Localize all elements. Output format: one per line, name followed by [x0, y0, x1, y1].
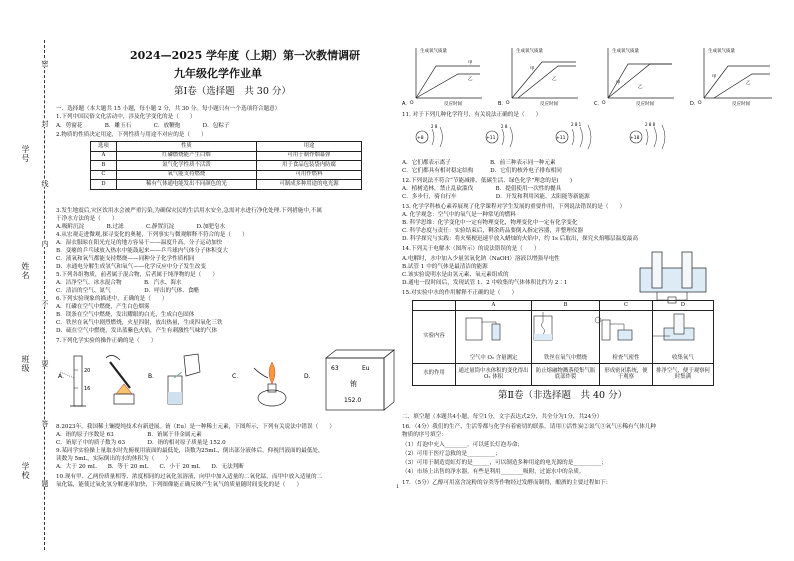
- q2-td: A: [91, 151, 117, 161]
- graph-a-jia: 甲: [468, 61, 473, 66]
- q15-th: B: [531, 301, 599, 311]
- graph-b: [498, 47, 578, 107]
- eu-number: 63: [331, 365, 339, 372]
- cut-bu: 不: [41, 300, 49, 307]
- q-line: 11. 对于下列几种化学符号，有关说法正确的是（ ）: [402, 112, 542, 118]
- ion-diagram-a: [416, 124, 443, 147]
- q-line: （3）可用于制造霓虹灯的是______，可以制造多种用途的电光源的是__________；: [402, 460, 607, 466]
- q-line: B．镁条在空气中燃烧，发出耀眼的白光，生成白色固体: [56, 312, 195, 318]
- q15-th: C: [600, 301, 653, 311]
- graph-a-xlabel: 反应时间: [444, 102, 462, 107]
- graph-c-origin: O: [602, 101, 606, 106]
- cut-feng: 封: [41, 120, 49, 127]
- graph-a-origin: O: [410, 101, 414, 106]
- q2-td: 稀有气体通电能发出不同颜色的光: [116, 180, 256, 190]
- q-line: C．液氧和氧气都能支持燃烧——同种分子化学性质相同: [56, 256, 195, 262]
- q15-th: [413, 301, 456, 311]
- q-line: （4）市场上出售的净水器，有些是利用________吸附，过滤水中的杂质。: [402, 469, 585, 475]
- q-line: C.该实验说明水是由氢元素、氧元素组成的: [402, 272, 509, 278]
- graph-b-jia: 甲: [530, 67, 535, 72]
- q15-row1-label: 实验内容: [413, 310, 456, 363]
- q15-cell: 形成密闭系统，便于观察: [600, 363, 653, 385]
- alcohol-lamp-figure: [254, 362, 286, 406]
- gas-collection-apparatus: [652, 314, 694, 340]
- ion-d-shells: 2 8 8: [645, 122, 656, 127]
- exam-subtitle: 九年级化学作业单: [174, 67, 262, 80]
- q2-td: 氧气能支持燃烧: [116, 170, 256, 180]
- graph-b-xlabel: 反应时间: [540, 102, 558, 107]
- q15-cell: 排净空气，便于观察何时集满: [652, 363, 713, 385]
- q2-td: B: [91, 161, 117, 171]
- q7-figures: [56, 348, 400, 418]
- q7-label-d: D．: [304, 373, 315, 380]
- cut-ti: 题: [41, 480, 49, 487]
- oxygen-measure-apparatus: [466, 318, 500, 340]
- q-line: 17．（5分）乙醇可用富含淀粉的谷类等作物经过发酵而制得，酿酒的主要过程如下：: [402, 480, 612, 486]
- graph-d: [690, 47, 772, 107]
- graduated-cylinder-figure: [60, 356, 90, 406]
- q-line: 一、选择题（本大题共 15 小题，每小题 2 分，共 30 分。每小题只有一个选项符合题意）: [56, 106, 281, 112]
- q-line: 8.2023年，我国稀土镧提纯技术有新进展。铕（Eu）是一种稀土元素，下图所示，下列有关说法中错误（ ）: [56, 424, 335, 430]
- q15-th: D: [652, 301, 713, 311]
- q15-cell: 收集氧气: [652, 310, 713, 363]
- graph-c: [594, 47, 674, 107]
- q2-td: 用于食品包装袋内防腐: [256, 161, 361, 171]
- q-line: A．洁净空气、冰水混合物 B．汽水、海水: [56, 280, 182, 286]
- q-line: 10.现有甲、乙两份质量相等、浓度相同的过氧化氢溶液，向甲中加入适量的二氧化锰，而甲中放入适量的二: [56, 474, 323, 480]
- ion-a-shells: 2 8: [431, 124, 438, 129]
- airtightness-check-apparatus: [595, 317, 632, 340]
- q-line: D．水通电分解生成氢气和氧气——化学反应中分子发生改变: [56, 264, 206, 270]
- graph-d-origin: O: [698, 101, 702, 106]
- q15-apparatus-sketches: [452, 310, 714, 344]
- graph-c-ylabel: 生成氧气质量: [612, 49, 639, 54]
- binding-dashed-line: [44, 40, 45, 550]
- q15-row2-label: 水的作用: [413, 363, 456, 385]
- q-line: 二、填空题（本题共4小题，每空1分，文字表达式2分，共全分为1分，共24分）: [402, 414, 603, 420]
- cut-yao: 要: [41, 360, 49, 367]
- section1-title: 第Ⅰ卷（选择题 共 30 分）: [174, 86, 291, 97]
- q-line: A．剪窗花 B．雕玉石 C．放鞭炮 D．包粽子: [56, 123, 230, 129]
- ion-c-shells: 2 8 1: [571, 122, 582, 127]
- q-line: C．它们都具有相对稳定结构 D．它们的核外电子排布相同: [402, 168, 562, 174]
- q2-th: 选项: [91, 142, 117, 152]
- q-line: A.电解时，水中加入少量氢氧化钠（NaOH）溶液以增强导电性: [402, 256, 560, 262]
- graph-d-xlabel: 反应时间: [732, 102, 750, 107]
- q-line: 6.下列实验现象的描述中，正确的是（ ）: [56, 296, 168, 302]
- q-line: 氧化锰，能使过氧化氢分解速率加快，下列图像能正确反映产生氧气的质量随时间变化的是（ ）: [56, 482, 303, 488]
- q-line: 15.对实验中水的作用解释不正确的是（ ）: [402, 290, 518, 296]
- ion-a-core: +8: [417, 136, 424, 141]
- eu-mass: 152.0: [344, 397, 362, 404]
- ion-b-shells: 2 8: [501, 124, 508, 129]
- q2-td: 可制成多种用途的电光源: [256, 180, 361, 190]
- graph-c-label: C．: [594, 101, 603, 107]
- section2-title: 第Ⅱ卷（非选择题 共 40 分）: [498, 390, 628, 401]
- graph-a-ylabel: 生成氧气质量: [420, 49, 447, 54]
- q-line: B.试管 1 中的气体是最清洁的能源: [402, 264, 488, 270]
- q-line: D. 科学探究与实践：将火柴梗迅速平放入蜡烛的火焰中，约 1s 后取出，探究火焰哪层温度最高: [402, 236, 638, 242]
- q-line: A. 化学观念：空气中的氧气是一种常见的燃料: [402, 212, 516, 218]
- q2-td: 红磷燃烧能产生白烟: [116, 151, 256, 161]
- label-xuehao: 学号: [21, 145, 30, 163]
- q-line: C．清洁的空气、氮气 D．呼出的气体、食醋: [56, 288, 200, 294]
- graph-d-yi: 乙: [746, 81, 751, 86]
- q-line: 于净水方法的是（ ）: [56, 216, 118, 222]
- cut-xian: 线: [41, 180, 49, 187]
- q-line: A．湿衣服晾在阳光充足的地方容易干——温度升高，分子运动加快: [56, 240, 223, 246]
- scale-top: 20: [84, 368, 91, 374]
- graph-d-ylabel: 生成氧气质量: [708, 49, 735, 54]
- electrolysis-apparatus: [634, 248, 714, 306]
- q-line: C．铕原子中的质子数为 63 D．铕的相对原子质量是 152.0: [56, 440, 226, 446]
- q-line: 1.下列中国民俗文化活动中，涉及化学变化的是（ ）: [56, 114, 196, 120]
- graph-c-yi: 乙: [638, 85, 643, 90]
- q-line: （2）可用于医疗急救的是__________；: [402, 451, 501, 457]
- q2-table: [90, 141, 362, 190]
- q15-cell: 防止熔融物溅落使集气瓶底部炸裂: [531, 363, 599, 385]
- q15-cell: 铁丝在氧气中燃烧: [531, 310, 599, 363]
- q-line: （1）灯泡中充入________，可以延长灯泡寿命；: [402, 442, 524, 448]
- iron-wire-burning-apparatus: [534, 312, 552, 340]
- scale-bottom: 16: [84, 386, 91, 392]
- graph-c-jia: 甲: [616, 81, 621, 86]
- eu-name: 铕: [350, 380, 357, 388]
- graph-c-xlabel: 反应时间: [636, 102, 654, 107]
- ion-c-core: +11: [556, 136, 566, 141]
- graph-b-label: B．: [498, 101, 507, 107]
- eu-element-card: [326, 350, 394, 410]
- q2-td: D: [91, 180, 117, 190]
- ion-d-core: +18: [630, 136, 640, 141]
- label-xingming: 姓名: [21, 262, 30, 280]
- eu-symbol: Eu: [362, 365, 370, 372]
- q-line: 物质的序号填空：: [402, 432, 447, 438]
- q-line: A.吸附沉淀 B.过滤 C.静置沉淀 D.加肥皂水: [56, 224, 226, 230]
- q-line: 16．（4分）我们的生产、生活等都与化学有着密切的联系。请用①活性炭②氮气③氧气④稀有气体几种: [402, 424, 657, 430]
- pouring-liquid-figure: [168, 354, 200, 404]
- q11-ion-diagrams: [406, 120, 706, 154]
- q-line: 14.下列关于电解水（图所示）的说法错误的是（ ）: [402, 246, 540, 252]
- q-line: C．多步行，骑自行车 D．开发和利用风能、太阳能等新能源: [402, 194, 590, 200]
- q-line: B. 科学思维：化学变化中一定有物理变化，物理变化中一定有化学变化: [402, 220, 578, 226]
- q15-cell: 通过量筒中水体积的变化得出 O₂ 体积: [456, 363, 532, 385]
- graph-b-yi: 乙: [552, 77, 557, 82]
- q-line: 4.从宏观走进微观,探寻变化的奥秘，下列事实与微观解释不符合的是（ ）: [56, 232, 248, 238]
- q15-cell: 空气中 O₂ 含量测定: [456, 310, 532, 363]
- q2-td: 氮气化学性质不活泼: [116, 161, 256, 171]
- cut-da: 答: [41, 420, 49, 427]
- page-number: 1: [396, 484, 400, 490]
- graph-d-jia: 甲: [712, 75, 717, 80]
- graph-a-label: A．: [402, 101, 411, 107]
- q7-label-b: B．: [148, 373, 159, 380]
- q-line: 3.发生地震后,灾区饮用水会被严重污染,为确保灾民的生活用水安全,急需对水进行净化处理.下列措施中,不属: [56, 208, 322, 214]
- q-line: A．它们都表示离子 B．前三种表示同一种元素: [402, 160, 556, 166]
- q15-th: A: [456, 301, 532, 311]
- heating-test-tube-figure: [106, 355, 134, 404]
- q-line: 读数为 5mL，实际倒出的水的体积为（ ）: [56, 456, 172, 462]
- q-line: C．铁丝在氧气中剧烈燃烧，火星四射，放出热量，生成四氧化三铁: [56, 320, 223, 326]
- ion-diagram-b: [486, 124, 513, 147]
- q-line: 12.下列说法不符合“节能减排、低碳生活、绿色化学”理念的是( ): [402, 178, 573, 184]
- cut-mi: 密: [41, 60, 49, 67]
- graph-b-ylabel: 生成氧气质量: [516, 49, 543, 54]
- ion-diagram-c: [556, 122, 591, 149]
- q-line: A．植树造林，禁止乱砍滥伐 B．提倡使用一次性的餐具: [402, 186, 562, 192]
- cut-nei: 内: [41, 240, 49, 247]
- binding-margin: [0, 0, 52, 561]
- graph-b-origin: O: [506, 101, 510, 106]
- q-line: 13. 化学学科核心素养展现了化学课程对学生发展的重要作用，下列说法错误的是（ ）: [402, 204, 626, 210]
- q10-graphs: [402, 44, 786, 108]
- q-line: D．硫在空气中燃烧，发出蓝紫色火焰，产生有刺激性气味的气体: [56, 328, 218, 334]
- q-line: 5.下列各组物质，前者属于混合物，后者属于纯净物的是（ ）: [56, 272, 218, 278]
- q2-td: 可用于制作烟幕弹: [256, 151, 361, 161]
- q2-th: 用途: [256, 142, 361, 152]
- ion-diagram-d: [630, 122, 665, 149]
- q2-td: C: [91, 170, 117, 180]
- q7-label-c: C．: [232, 373, 243, 380]
- label-banji: 班级: [21, 355, 30, 373]
- q-line: 9.某同学实验操上量取水时先俯视用液面的最低处，读数为25mL，倒出部分液体后，仰视凹液面的最低处，: [56, 448, 324, 454]
- q-line: B．变瘪的乒乓球放入热水中能鼓起来——乒乓球内气体分子体积变大: [56, 248, 228, 254]
- q-line: A．红磷在空气中燃烧，产生白色烟雾: [56, 304, 150, 310]
- q-line: 7.下列化学实验的操作正确的是（ ）: [56, 338, 157, 344]
- q15-cell: 检查气密性: [600, 310, 653, 363]
- graph-a-yi: 乙: [468, 77, 473, 82]
- label-xuexiao: 学校: [21, 462, 30, 480]
- q-line: A．大于 20 mL B．等于 20 mL C．小于 20 mL D．无法判断: [56, 464, 244, 470]
- exam-title: 2024—2025 学年度（上期）第一次教情调研: [130, 49, 361, 62]
- q-line: D.通电一段时间后，发现试管 1、2 中收集的气体体积比约为 2∶1: [402, 280, 568, 286]
- q2-th: 性质: [116, 142, 256, 152]
- q-line: 2.物质的性质决定用途，下列性质与用途不对应的是（ ）: [56, 132, 207, 138]
- q2-td: 可用作燃料: [256, 170, 361, 180]
- graph-d-label: D．: [690, 101, 699, 107]
- ion-b-core: +11: [486, 136, 496, 141]
- q-line: C. 科学态度与责任：实验结束后，剩余药品要倒入指定容器，并整理仪器: [402, 228, 584, 234]
- q-line: A．铕的原子序数是 63 B．铕属于非金属元素: [56, 432, 202, 438]
- q7-label-a: A．: [58, 373, 69, 380]
- graph-a: [402, 47, 482, 107]
